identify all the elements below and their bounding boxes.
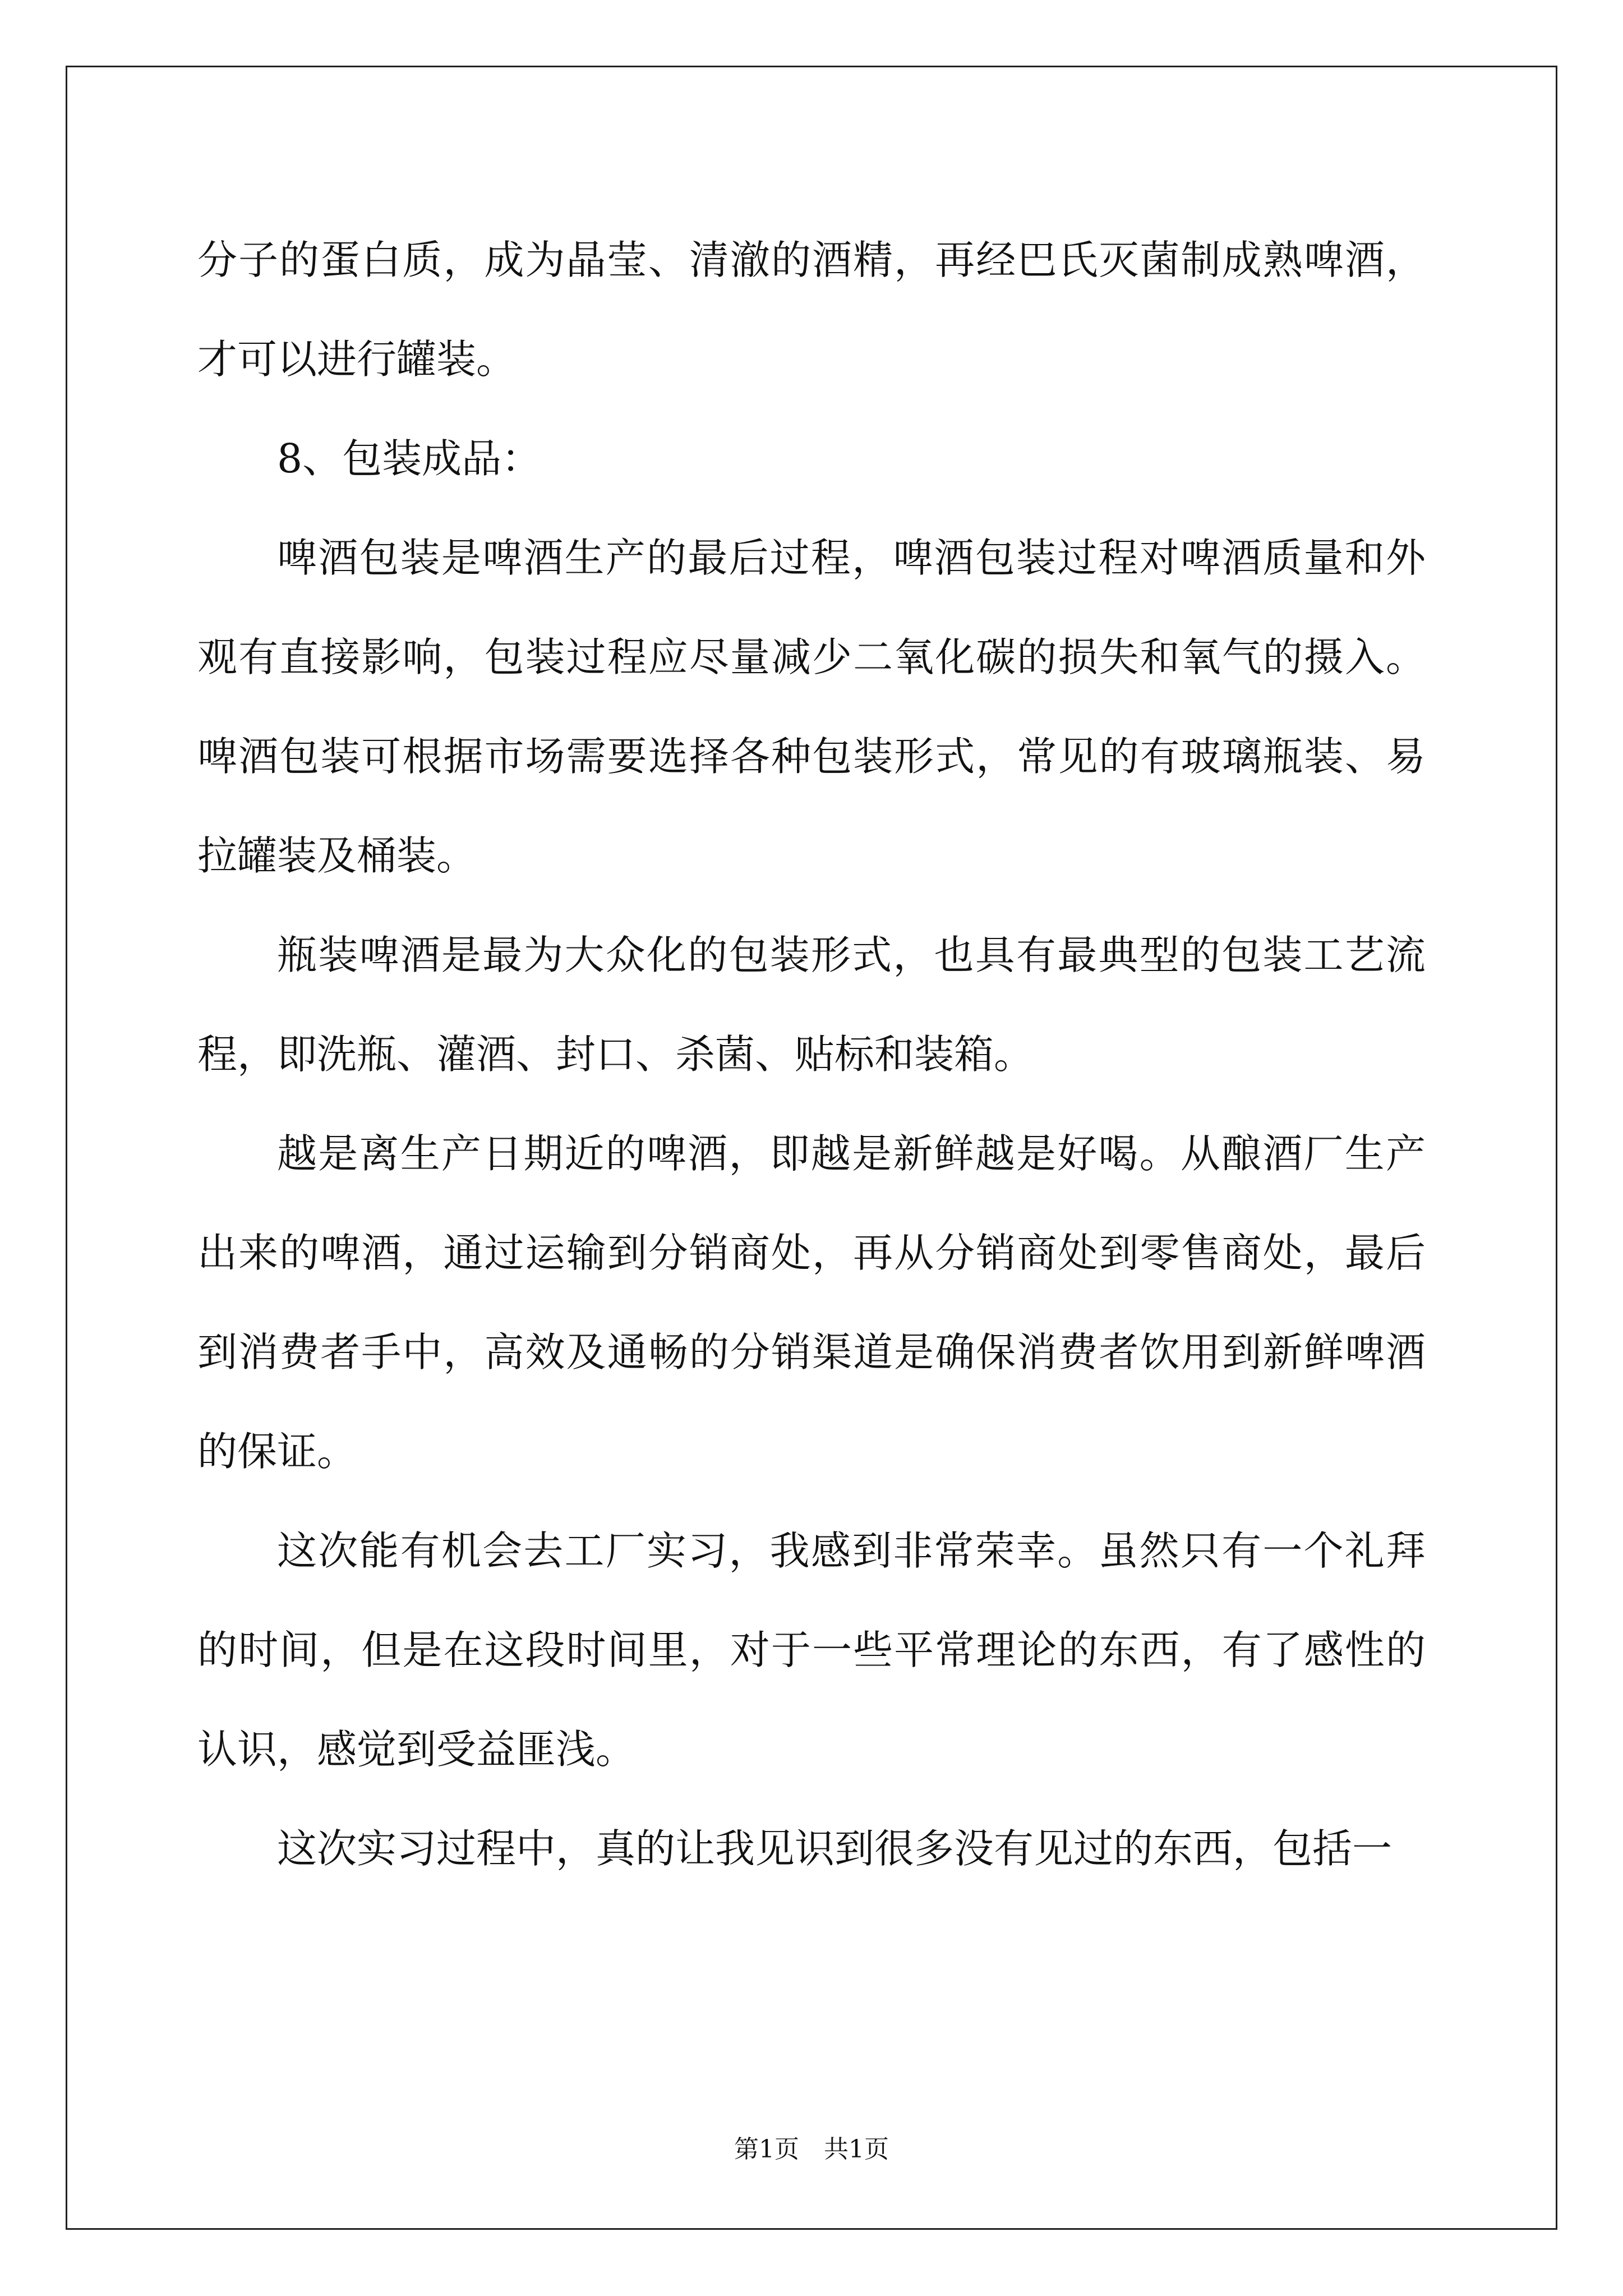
document-body <box>197 210 1426 1898</box>
paragraph-6: 这次能有机会去工厂实习，我感到非常荣幸。虽然只有一个礼拜的时间，但是在这段时间里，对于一些平常理论的东西，有了感性的认识，感觉到受益匪浅。 <box>197 1527 1426 1773</box>
paragraph-5: 越是离生产日期近的啤酒，即越是新鲜越是好喝。从酿酒厂生产出来的啤酒，通过运输到分销商处，再从分销商处到零售商处，最后到消费者手中，高效及通畅的分销渠道是确保消费者饮用到新鲜啤酒的保证。 <box>197 1130 1426 1475</box>
page-footer: 第1页 共1页 <box>734 2135 889 2164</box>
paragraph-2: 8、包装成品： <box>277 435 542 482</box>
paragraph-4: 瓶装啤酒是最为大众化的包装形式，也具有最典型的包装工艺流程，即洗瓶、灌酒、封口、杀菌、贴标和装箱。 <box>197 932 1426 1078</box>
paragraph-1: 分子的蛋白质，成为晶莹、清澈的酒精，再经巴氏灭菌制成熟啤酒，才可以进行罐装。 <box>197 237 1426 383</box>
paragraph-7: 这次实习过程中，真的让我见识到很多没有见过的东西，包括一 <box>277 1825 1393 1872</box>
paragraph-3: 啤酒包装是啤酒生产的最后过程，啤酒包装过程对啤酒质量和外观有直接影响，包装过程应尽量减少二氧化碳的损失和氧气的摄入。啤酒包装可根据市场需要选择各种包装形式，常见的有玻璃瓶装、易拉罐装及桶装。 <box>197 535 1426 879</box>
